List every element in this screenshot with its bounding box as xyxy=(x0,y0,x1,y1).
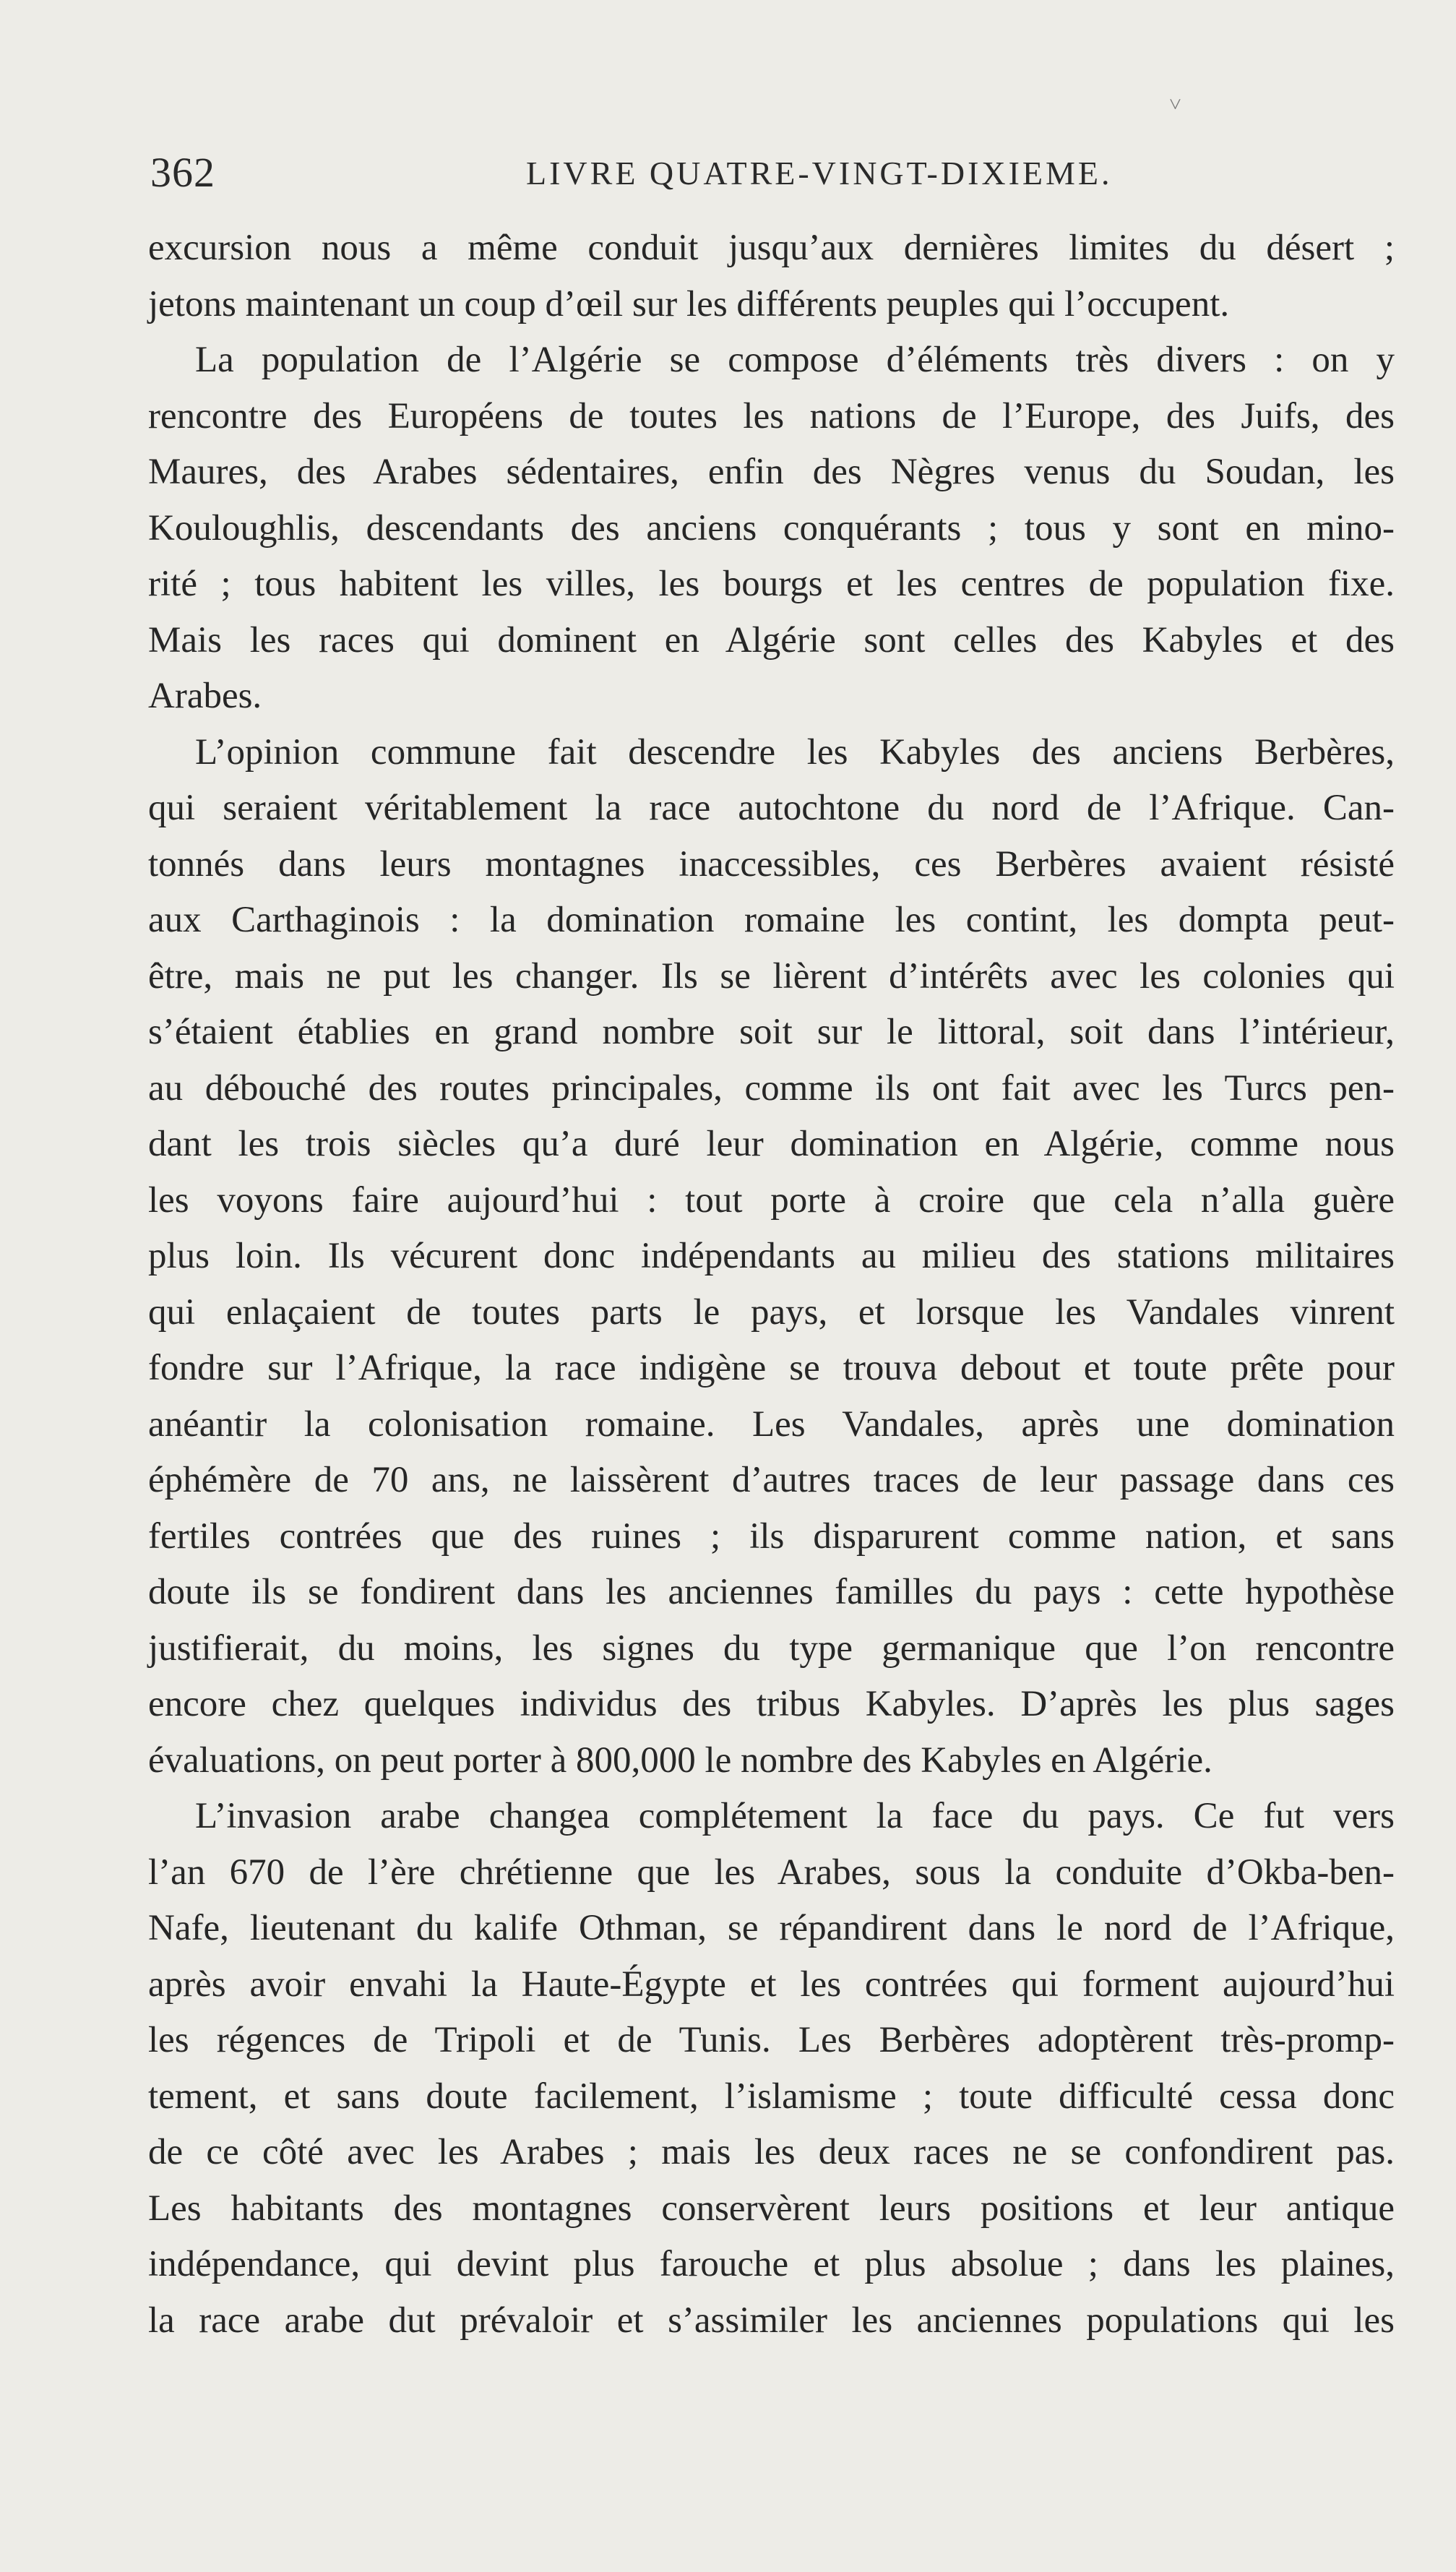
paragraph xyxy=(148,1789,1395,2349)
text-line: Nafe, lieutenant du kalife Othman, se répandirent dans le nord de l’Afrique, xyxy=(148,1908,1395,1948)
text-line: L’opinion commune fait descendre les Kabyles des anciens Berbères, xyxy=(195,731,1395,773)
text-line: rencontre des Européens de toutes les nations de l’Europe, des Juifs, des xyxy=(148,395,1395,436)
text-line: Maures, des Arabes sédentaires, enfin des Nègres venus du Soudan, les xyxy=(148,452,1395,492)
text-line: La population de l’Algérie se compose d’éléments très divers : on y xyxy=(195,340,1395,380)
text-line: évaluations, on peut porter à 800,000 le nombre des Kabyles en Algérie. xyxy=(148,1739,1212,1781)
text-line: excursion nous a même conduit jusqu’aux dernières limites du désert ; xyxy=(148,228,1395,268)
text-line: Arabes. xyxy=(148,676,262,716)
text-line: s’étaient établies en grand nombre soit sur le littoral, soit dans l’intérieur, xyxy=(148,1012,1395,1052)
text-line: qui seraient véritablement la race autochtone du nord de l’Afrique. Can- xyxy=(148,788,1395,828)
page-header xyxy=(150,148,1393,199)
stray-mark: ˅ xyxy=(1169,93,1181,116)
text-line: Mais les races qui dominent en Algérie sont celles des Kabyles et des xyxy=(148,619,1395,661)
paragraph xyxy=(148,220,1395,332)
text-line: Les habitants des montagnes conservèrent leurs positions et leur antique xyxy=(148,2188,1395,2229)
text-line: doute ils se fondirent dans les anciennes familles du pays : cette hypothèse xyxy=(148,1572,1395,1612)
text-line: dant les trois siècles qu’a duré leur domination en Algérie, comme nous xyxy=(148,1124,1395,1164)
text-line: anéantir la colonisation romaine. Les Vandales, après une domination xyxy=(148,1403,1395,1445)
text-line: fertiles contrées que des ruines ; ils disparurent comme nation, et sans xyxy=(148,1515,1395,1557)
text-line: les voyons faire aujourd’hui : tout porte à croire que cela n’alla guère xyxy=(148,1179,1395,1221)
text-line: les régences de Tripoli et de Tunis. Les Berbères adoptèrent très-promp- xyxy=(148,2020,1395,2060)
text-line: la race arabe dut prévaloir et s’assimiler les anciennes populations qui les xyxy=(148,2300,1395,2341)
text-line: éphémère de 70 ans, ne laissèrent d’autres traces de leur passage dans ces xyxy=(148,1460,1395,1500)
text-line: jetons maintenant un coup d’œil sur les différents peuples qui l’occupent. xyxy=(148,283,1230,324)
paragraph xyxy=(148,332,1395,725)
body-text xyxy=(148,220,1395,2349)
running-title: LIVRE QUATRE-VINGT-DIXIEME. xyxy=(526,155,1113,192)
text-line: au débouché des routes principales, comme ils ont fait avec les Turcs pen- xyxy=(148,1067,1395,1109)
page-number: 362 xyxy=(150,149,215,196)
text-line: qui enlaçaient de toutes parts le pays, et lorsque les Vandales vinrent xyxy=(148,1291,1395,1333)
text-line: de ce côté avec les Arabes ; mais les deux races ne se confondirent pas. xyxy=(148,2132,1395,2172)
text-line: encore chez quelques individus des tribus Kabyles. D’après les plus sages xyxy=(148,1684,1395,1724)
text-line: être, mais ne put les changer. Ils se lièrent d’intérêts avec les colonies qui xyxy=(148,955,1395,997)
text-line: justifierait, du moins, les signes du type germanique que l’on rencontre xyxy=(148,1627,1395,1669)
text-line: tonnés dans leurs montagnes inaccessibles, ces Berbères avaient résisté xyxy=(148,843,1395,885)
text-line: rité ; tous habitent les villes, les bourgs et les centres de population fixe. xyxy=(148,564,1395,604)
text-line: plus loin. Ils vécurent donc indépendants au milieu des stations militaires xyxy=(148,1236,1395,1276)
text-line: Kouloughlis, descendants des anciens conquérants ; tous y sont en mino- xyxy=(148,507,1395,549)
text-line: indépendance, qui devint plus farouche et plus absolue ; dans les plaines, xyxy=(148,2244,1395,2284)
text-line: fondre sur l’Afrique, la race indigène se trouva debout et toute prête pour xyxy=(148,1348,1395,1388)
text-line: L’invasion arabe changea complétement la face du pays. Ce fut vers xyxy=(195,1796,1395,1836)
text-line: aux Carthaginois : la domination romaine les contint, les dompta peut- xyxy=(148,900,1395,940)
text-line: l’an 670 de l’ère chrétienne que les Arabes, sous la conduite d’Okba-ben- xyxy=(148,1851,1395,1893)
paragraph xyxy=(148,725,1395,1789)
text-line: tement, et sans doute facilement, l’islamisme ; toute difficulté cessa donc xyxy=(148,2076,1395,2117)
text-line: après avoir envahi la Haute-Égypte et les contrées qui forment aujourd’hui xyxy=(148,1964,1395,2005)
